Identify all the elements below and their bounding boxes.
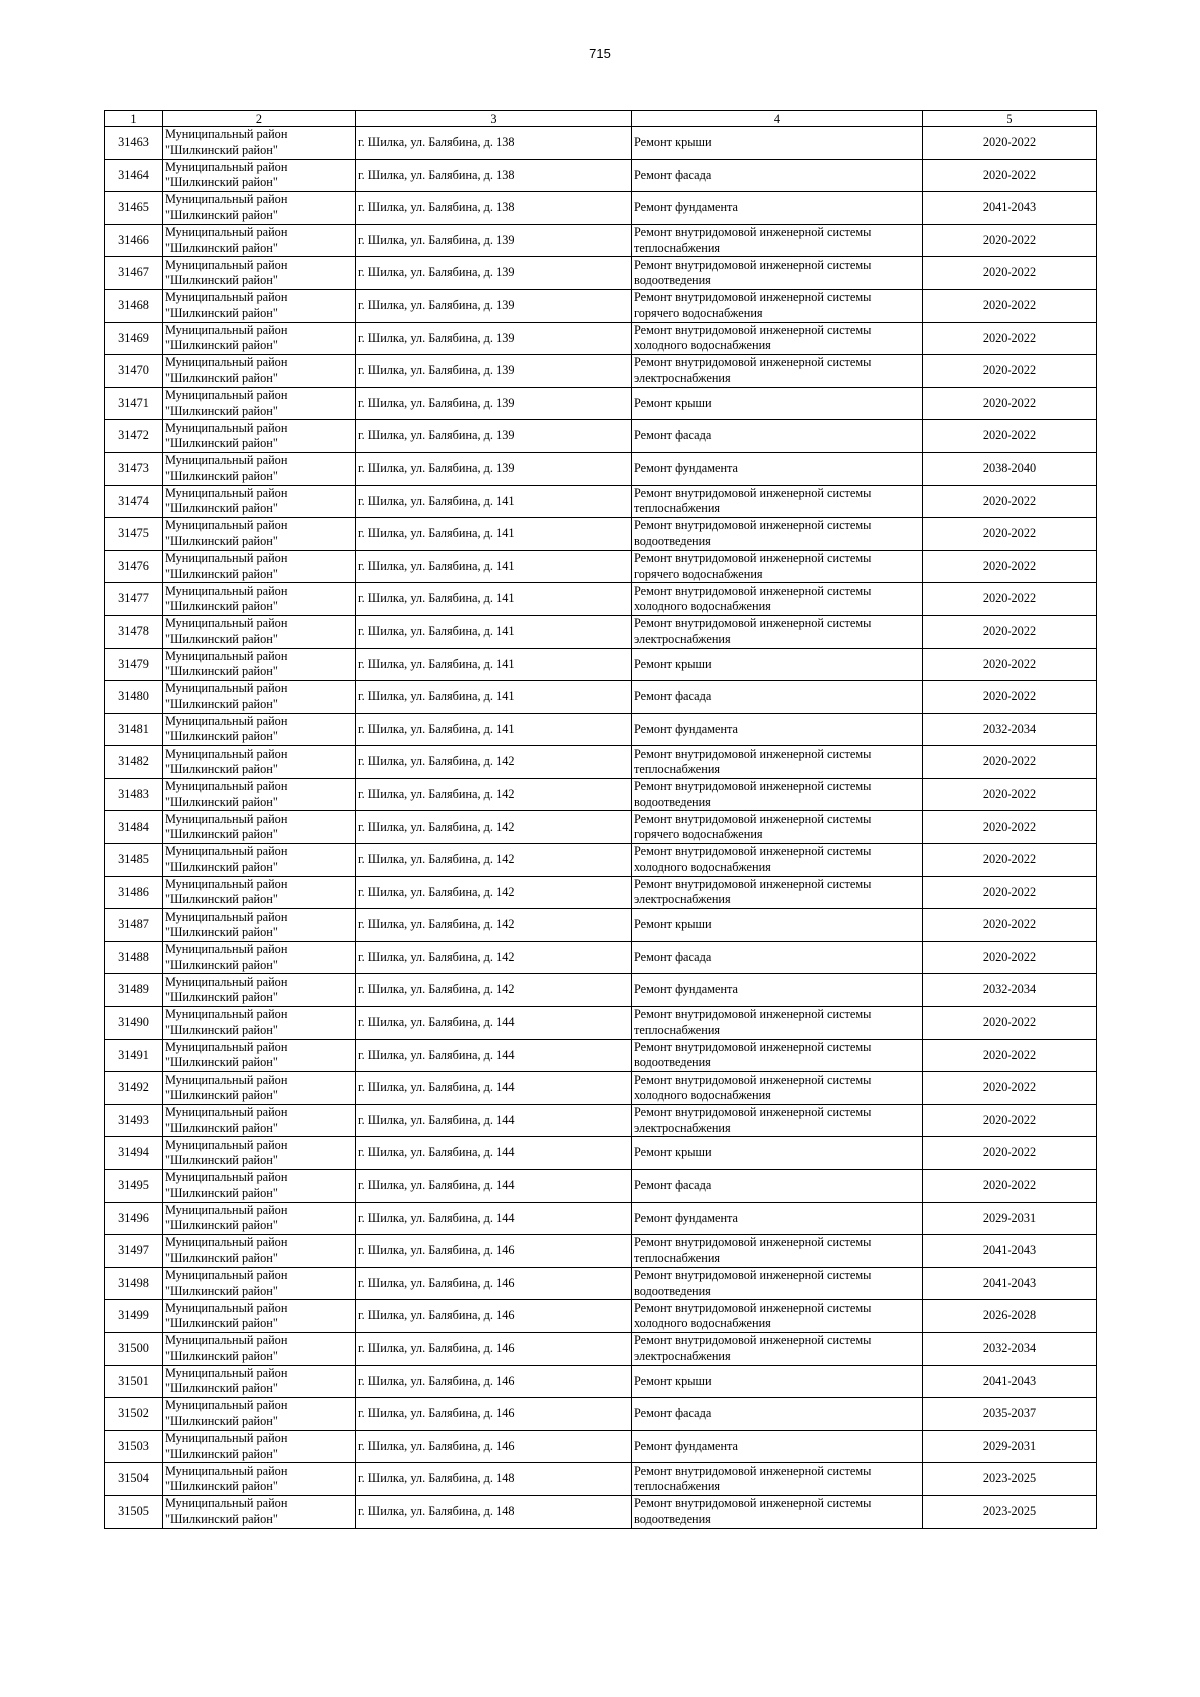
- municipality-cell: Муниципальный район "Шилкинский район": [163, 224, 356, 257]
- municipality-cell: Муниципальный район "Шилкинский район": [163, 1202, 356, 1235]
- municipality-cell: Муниципальный район "Шилкинский район": [163, 452, 356, 485]
- work-type-cell: Ремонт фасада: [632, 420, 923, 453]
- table-row: [105, 355, 1097, 388]
- address-cell: г. Шилка, ул. Балябина, д. 142: [356, 909, 632, 942]
- table-row: [105, 420, 1097, 453]
- period-cell: 2020-2022: [923, 420, 1097, 453]
- address-cell: г. Шилка, ул. Балябина, д. 139: [356, 224, 632, 257]
- municipality-cell: Муниципальный район "Шилкинский район": [163, 322, 356, 355]
- address-cell: г. Шилка, ул. Балябина, д. 146: [356, 1398, 632, 1431]
- address-cell: г. Шилка, ул. Балябина, д. 139: [356, 355, 632, 388]
- period-cell: 2020-2022: [923, 387, 1097, 420]
- table-row: [105, 681, 1097, 714]
- period-cell: 2020-2022: [923, 681, 1097, 714]
- table-row: [105, 1104, 1097, 1137]
- work-type-cell: Ремонт внутридомовой инженерной системы теплоснабжения: [632, 1007, 923, 1040]
- period-cell: 2038-2040: [923, 452, 1097, 485]
- period-cell: 2041-2043: [923, 192, 1097, 225]
- period-cell: 2020-2022: [923, 811, 1097, 844]
- row-number-cell: 31465: [105, 192, 163, 225]
- row-number-cell: 31503: [105, 1430, 163, 1463]
- municipality-cell: Муниципальный район "Шилкинский район": [163, 909, 356, 942]
- address-cell: г. Шилка, ул. Балябина, д. 141: [356, 583, 632, 616]
- period-cell: 2020-2022: [923, 909, 1097, 942]
- period-cell: 2035-2037: [923, 1398, 1097, 1431]
- municipality-cell: Муниципальный район "Шилкинский район": [163, 420, 356, 453]
- address-cell: г. Шилка, ул. Балябина, д. 138: [356, 159, 632, 192]
- work-type-cell: Ремонт внутридомовой инженерной системы холодного водоснабжения: [632, 1300, 923, 1333]
- table-row: [105, 1495, 1097, 1528]
- address-cell: г. Шилка, ул. Балябина, д. 142: [356, 876, 632, 909]
- address-cell: г. Шилка, ул. Балябина, д. 144: [356, 1072, 632, 1105]
- row-number-cell: 31499: [105, 1300, 163, 1333]
- municipality-cell: Муниципальный район "Шилкинский район": [163, 518, 356, 551]
- work-type-cell: Ремонт фундамента: [632, 713, 923, 746]
- work-type-cell: Ремонт фундамента: [632, 1202, 923, 1235]
- municipality-cell: Муниципальный район "Шилкинский район": [163, 159, 356, 192]
- municipality-cell: Муниципальный район "Шилкинский район": [163, 485, 356, 518]
- work-type-cell: Ремонт внутридомовой инженерной системы водоотведения: [632, 1495, 923, 1528]
- period-cell: 2020-2022: [923, 876, 1097, 909]
- period-cell: 2029-2031: [923, 1430, 1097, 1463]
- table-row: [105, 1430, 1097, 1463]
- work-type-cell: Ремонт внутридомовой инженерной системы электроснабжения: [632, 1332, 923, 1365]
- period-cell: 2020-2022: [923, 289, 1097, 322]
- row-number-cell: 31466: [105, 224, 163, 257]
- work-type-cell: Ремонт фундамента: [632, 974, 923, 1007]
- row-number-cell: 31486: [105, 876, 163, 909]
- table-row: [105, 224, 1097, 257]
- row-number-cell: 31474: [105, 485, 163, 518]
- address-cell: г. Шилка, ул. Балябина, д. 141: [356, 518, 632, 551]
- municipality-cell: Муниципальный район "Шилкинский район": [163, 746, 356, 779]
- table-row: [105, 941, 1097, 974]
- municipality-cell: Муниципальный район "Шилкинский район": [163, 778, 356, 811]
- work-type-cell: Ремонт фасада: [632, 159, 923, 192]
- municipality-cell: Муниципальный район "Шилкинский район": [163, 127, 356, 160]
- work-type-cell: Ремонт внутридомовой инженерной системы водоотведения: [632, 518, 923, 551]
- column-header-1: 1: [105, 111, 163, 127]
- period-cell: 2020-2022: [923, 615, 1097, 648]
- period-cell: 2041-2043: [923, 1235, 1097, 1268]
- table-row: [105, 1202, 1097, 1235]
- row-number-cell: 31478: [105, 615, 163, 648]
- municipality-cell: Муниципальный район "Шилкинский район": [163, 1039, 356, 1072]
- row-number-cell: 31494: [105, 1137, 163, 1170]
- row-number-cell: 31488: [105, 941, 163, 974]
- address-cell: г. Шилка, ул. Балябина, д. 139: [356, 257, 632, 290]
- row-number-cell: 31468: [105, 289, 163, 322]
- row-number-cell: 31477: [105, 583, 163, 616]
- work-type-cell: Ремонт внутридомовой инженерной системы холодного водоснабжения: [632, 322, 923, 355]
- row-number-cell: 31479: [105, 648, 163, 681]
- work-type-cell: Ремонт внутридомовой инженерной системы теплоснабжения: [632, 1235, 923, 1268]
- address-cell: г. Шилка, ул. Балябина, д. 138: [356, 127, 632, 160]
- work-type-cell: Ремонт фасада: [632, 1170, 923, 1203]
- row-number-cell: 31482: [105, 746, 163, 779]
- row-number-cell: 31484: [105, 811, 163, 844]
- table-row: [105, 615, 1097, 648]
- municipality-cell: Муниципальный район "Шилкинский район": [163, 289, 356, 322]
- work-type-cell: Ремонт внутридомовой инженерной системы водоотведения: [632, 1039, 923, 1072]
- period-cell: 2020-2022: [923, 550, 1097, 583]
- work-type-cell: Ремонт внутридомовой инженерной системы теплоснабжения: [632, 485, 923, 518]
- address-cell: г. Шилка, ул. Балябина, д. 148: [356, 1463, 632, 1496]
- work-type-cell: Ремонт крыши: [632, 648, 923, 681]
- table-row: [105, 713, 1097, 746]
- period-cell: 2032-2034: [923, 974, 1097, 1007]
- address-cell: г. Шилка, ул. Балябина, д. 146: [356, 1365, 632, 1398]
- work-type-cell: Ремонт крыши: [632, 387, 923, 420]
- table-row: [105, 1137, 1097, 1170]
- address-cell: г. Шилка, ул. Балябина, д. 142: [356, 844, 632, 877]
- table-row: [105, 518, 1097, 551]
- address-cell: г. Шилка, ул. Балябина, д. 142: [356, 778, 632, 811]
- work-type-cell: Ремонт внутридомовой инженерной системы холодного водоснабжения: [632, 583, 923, 616]
- period-cell: 2020-2022: [923, 355, 1097, 388]
- table-row: [105, 1300, 1097, 1333]
- work-type-cell: Ремонт фасада: [632, 1398, 923, 1431]
- period-cell: 2020-2022: [923, 257, 1097, 290]
- table-row: [105, 550, 1097, 583]
- work-type-cell: Ремонт внутридомовой инженерной системы электроснабжения: [632, 876, 923, 909]
- address-cell: г. Шилка, ул. Балябина, д. 144: [356, 1007, 632, 1040]
- period-cell: 2032-2034: [923, 1332, 1097, 1365]
- work-type-cell: Ремонт крыши: [632, 1365, 923, 1398]
- column-header-4: 4: [632, 111, 923, 127]
- row-number-cell: 31496: [105, 1202, 163, 1235]
- work-type-cell: Ремонт внутридомовой инженерной системы водоотведения: [632, 778, 923, 811]
- row-number-cell: 31463: [105, 127, 163, 160]
- row-number-cell: 31505: [105, 1495, 163, 1528]
- row-number-cell: 31500: [105, 1332, 163, 1365]
- table-row: [105, 746, 1097, 779]
- row-number-cell: 31498: [105, 1267, 163, 1300]
- period-cell: 2026-2028: [923, 1300, 1097, 1333]
- table-row: [105, 909, 1097, 942]
- row-number-cell: 31489: [105, 974, 163, 1007]
- table-row: [105, 778, 1097, 811]
- table-row: [105, 1007, 1097, 1040]
- column-header-3: 3: [356, 111, 632, 127]
- period-cell: 2020-2022: [923, 1137, 1097, 1170]
- work-type-cell: Ремонт крыши: [632, 1137, 923, 1170]
- table-row: [105, 1463, 1097, 1496]
- row-number-cell: 31464: [105, 159, 163, 192]
- address-cell: г. Шилка, ул. Балябина, д. 139: [356, 452, 632, 485]
- municipality-cell: Муниципальный район "Шилкинский район": [163, 1332, 356, 1365]
- address-cell: г. Шилка, ул. Балябина, д. 141: [356, 550, 632, 583]
- work-type-cell: Ремонт фундамента: [632, 192, 923, 225]
- row-number-cell: 31473: [105, 452, 163, 485]
- table-row: [105, 257, 1097, 290]
- table-row: [105, 1072, 1097, 1105]
- column-header-5: 5: [923, 111, 1097, 127]
- period-cell: 2041-2043: [923, 1365, 1097, 1398]
- row-number-cell: 31502: [105, 1398, 163, 1431]
- work-type-cell: Ремонт внутридомовой инженерной системы электроснабжения: [632, 615, 923, 648]
- row-number-cell: 31481: [105, 713, 163, 746]
- address-cell: г. Шилка, ул. Балябина, д. 142: [356, 746, 632, 779]
- municipality-cell: Муниципальный район "Шилкинский район": [163, 192, 356, 225]
- table-row: [105, 1398, 1097, 1431]
- table-row: [105, 322, 1097, 355]
- table-row: [105, 387, 1097, 420]
- row-number-cell: 31480: [105, 681, 163, 714]
- row-number-cell: 31471: [105, 387, 163, 420]
- period-cell: 2020-2022: [923, 778, 1097, 811]
- municipality-cell: Муниципальный район "Шилкинский район": [163, 713, 356, 746]
- row-number-cell: 31472: [105, 420, 163, 453]
- address-cell: г. Шилка, ул. Балябина, д. 139: [356, 322, 632, 355]
- address-cell: г. Шилка, ул. Балябина, д. 141: [356, 713, 632, 746]
- work-type-cell: Ремонт внутридомовой инженерной системы водоотведения: [632, 257, 923, 290]
- row-number-cell: 31470: [105, 355, 163, 388]
- address-cell: г. Шилка, ул. Балябина, д. 139: [356, 387, 632, 420]
- address-cell: г. Шилка, ул. Балябина, д. 142: [356, 974, 632, 1007]
- municipality-cell: Муниципальный район "Шилкинский район": [163, 974, 356, 1007]
- work-type-cell: Ремонт фасада: [632, 681, 923, 714]
- row-number-cell: 31490: [105, 1007, 163, 1040]
- work-type-cell: Ремонт крыши: [632, 909, 923, 942]
- address-cell: г. Шилка, ул. Балябина, д. 141: [356, 648, 632, 681]
- address-cell: г. Шилка, ул. Балябина, д. 146: [356, 1267, 632, 1300]
- address-cell: г. Шилка, ул. Балябина, д. 144: [356, 1039, 632, 1072]
- row-number-cell: 31504: [105, 1463, 163, 1496]
- address-cell: г. Шилка, ул. Балябина, д. 142: [356, 811, 632, 844]
- table-row: [105, 1365, 1097, 1398]
- municipality-cell: Муниципальный район "Шилкинский район": [163, 1267, 356, 1300]
- table-row: [105, 974, 1097, 1007]
- address-cell: г. Шилка, ул. Балябина, д. 144: [356, 1170, 632, 1203]
- row-number-cell: 31501: [105, 1365, 163, 1398]
- period-cell: 2041-2043: [923, 1267, 1097, 1300]
- table-row: [105, 127, 1097, 160]
- period-cell: 2020-2022: [923, 1039, 1097, 1072]
- municipality-cell: Муниципальный район "Шилкинский район": [163, 387, 356, 420]
- table-row: [105, 192, 1097, 225]
- work-type-cell: Ремонт фундамента: [632, 1430, 923, 1463]
- work-type-cell: Ремонт внутридомовой инженерной системы водоотведения: [632, 1267, 923, 1300]
- row-number-cell: 31467: [105, 257, 163, 290]
- table-row: [105, 1039, 1097, 1072]
- address-cell: г. Шилка, ул. Балябина, д. 139: [356, 289, 632, 322]
- municipality-cell: Муниципальный район "Шилкинский район": [163, 583, 356, 616]
- work-type-cell: Ремонт фасада: [632, 941, 923, 974]
- municipality-cell: Муниципальный район "Шилкинский район": [163, 1463, 356, 1496]
- municipality-cell: Муниципальный район "Шилкинский район": [163, 1170, 356, 1203]
- municipality-cell: Муниципальный район "Шилкинский район": [163, 550, 356, 583]
- work-type-cell: Ремонт крыши: [632, 127, 923, 160]
- municipality-cell: Муниципальный район "Шилкинский район": [163, 1137, 356, 1170]
- municipality-cell: Муниципальный район "Шилкинский район": [163, 1430, 356, 1463]
- work-type-cell: Ремонт внутридомовой инженерной системы горячего водоснабжения: [632, 550, 923, 583]
- work-type-cell: Ремонт фундамента: [632, 452, 923, 485]
- row-number-cell: 31476: [105, 550, 163, 583]
- table-row: [105, 289, 1097, 322]
- period-cell: 2020-2022: [923, 1007, 1097, 1040]
- period-cell: 2020-2022: [923, 224, 1097, 257]
- period-cell: 2020-2022: [923, 1104, 1097, 1137]
- column-header-2: 2: [163, 111, 356, 127]
- table-row: [105, 485, 1097, 518]
- period-cell: 2020-2022: [923, 1072, 1097, 1105]
- municipality-cell: Муниципальный район "Шилкинский район": [163, 1235, 356, 1268]
- period-cell: 2020-2022: [923, 322, 1097, 355]
- period-cell: 2020-2022: [923, 844, 1097, 877]
- table-row: [105, 1235, 1097, 1268]
- table-row: [105, 1332, 1097, 1365]
- table-row: [105, 1267, 1097, 1300]
- address-cell: г. Шилка, ул. Балябина, д. 139: [356, 420, 632, 453]
- municipality-cell: Муниципальный район "Шилкинский район": [163, 876, 356, 909]
- table-row: [105, 811, 1097, 844]
- address-cell: г. Шилка, ул. Балябина, д. 146: [356, 1300, 632, 1333]
- address-cell: г. Шилка, ул. Балябина, д. 141: [356, 615, 632, 648]
- municipality-cell: Муниципальный район "Шилкинский район": [163, 681, 356, 714]
- address-cell: г. Шилка, ул. Балябина, д. 144: [356, 1137, 632, 1170]
- table-body: [105, 127, 1097, 1529]
- period-cell: 2020-2022: [923, 1170, 1097, 1203]
- address-cell: г. Шилка, ул. Балябина, д. 146: [356, 1332, 632, 1365]
- period-cell: 2020-2022: [923, 159, 1097, 192]
- municipality-cell: Муниципальный район "Шилкинский район": [163, 1072, 356, 1105]
- period-cell: 2020-2022: [923, 518, 1097, 551]
- address-cell: г. Шилка, ул. Балябина, д. 144: [356, 1202, 632, 1235]
- work-type-cell: Ремонт внутридомовой инженерной системы теплоснабжения: [632, 224, 923, 257]
- row-number-cell: 31493: [105, 1104, 163, 1137]
- period-cell: 2029-2031: [923, 1202, 1097, 1235]
- municipality-cell: Муниципальный район "Шилкинский район": [163, 257, 356, 290]
- work-type-cell: Ремонт внутридомовой инженерной системы горячего водоснабжения: [632, 811, 923, 844]
- address-cell: г. Шилка, ул. Балябина, д. 146: [356, 1430, 632, 1463]
- municipality-cell: Муниципальный район "Шилкинский район": [163, 941, 356, 974]
- table-row: [105, 159, 1097, 192]
- work-type-cell: Ремонт внутридомовой инженерной системы теплоснабжения: [632, 1463, 923, 1496]
- municipality-cell: Муниципальный район "Шилкинский район": [163, 1365, 356, 1398]
- table-row: [105, 876, 1097, 909]
- municipality-cell: Муниципальный район "Шилкинский район": [163, 615, 356, 648]
- table-header: [105, 111, 1097, 127]
- municipality-cell: Муниципальный район "Шилкинский район": [163, 648, 356, 681]
- repair-schedule-table: [104, 110, 1097, 1529]
- municipality-cell: Муниципальный район "Шилкинский район": [163, 1104, 356, 1137]
- municipality-cell: Муниципальный район "Шилкинский район": [163, 1007, 356, 1040]
- address-cell: г. Шилка, ул. Балябина, д. 141: [356, 681, 632, 714]
- work-type-cell: Ремонт внутридомовой инженерной системы горячего водоснабжения: [632, 289, 923, 322]
- municipality-cell: Муниципальный район "Шилкинский район": [163, 1300, 356, 1333]
- row-number-cell: 31485: [105, 844, 163, 877]
- municipality-cell: Муниципальный район "Шилкинский район": [163, 355, 356, 388]
- work-type-cell: Ремонт внутридомовой инженерной системы электроснабжения: [632, 355, 923, 388]
- address-cell: г. Шилка, ул. Балябина, д. 144: [356, 1104, 632, 1137]
- address-cell: г. Шилка, ул. Балябина, д. 148: [356, 1495, 632, 1528]
- period-cell: 2023-2025: [923, 1495, 1097, 1528]
- address-cell: г. Шилка, ул. Балябина, д. 142: [356, 941, 632, 974]
- table-row: [105, 648, 1097, 681]
- row-number-cell: 31475: [105, 518, 163, 551]
- municipality-cell: Муниципальный район "Шилкинский район": [163, 811, 356, 844]
- period-cell: 2020-2022: [923, 127, 1097, 160]
- table-row: [105, 844, 1097, 877]
- address-cell: г. Шилка, ул. Балябина, д. 141: [356, 485, 632, 518]
- period-cell: 2020-2022: [923, 941, 1097, 974]
- work-type-cell: Ремонт внутридомовой инженерной системы холодного водоснабжения: [632, 1072, 923, 1105]
- period-cell: 2020-2022: [923, 648, 1097, 681]
- work-type-cell: Ремонт внутридомовой инженерной системы теплоснабжения: [632, 746, 923, 779]
- row-number-cell: 31487: [105, 909, 163, 942]
- municipality-cell: Муниципальный район "Шилкинский район": [163, 844, 356, 877]
- row-number-cell: 31495: [105, 1170, 163, 1203]
- address-cell: г. Шилка, ул. Балябина, д. 138: [356, 192, 632, 225]
- work-type-cell: Ремонт внутридомовой инженерной системы электроснабжения: [632, 1104, 923, 1137]
- table-row: [105, 583, 1097, 616]
- table-row: [105, 1170, 1097, 1203]
- period-cell: 2020-2022: [923, 485, 1097, 518]
- municipality-cell: Муниципальный район "Шилкинский район": [163, 1398, 356, 1431]
- period-cell: 2020-2022: [923, 746, 1097, 779]
- period-cell: 2032-2034: [923, 713, 1097, 746]
- period-cell: 2023-2025: [923, 1463, 1097, 1496]
- header-row: [105, 111, 1097, 127]
- row-number-cell: 31492: [105, 1072, 163, 1105]
- work-type-cell: Ремонт внутридомовой инженерной системы холодного водоснабжения: [632, 844, 923, 877]
- address-cell: г. Шилка, ул. Балябина, д. 146: [356, 1235, 632, 1268]
- row-number-cell: 31483: [105, 778, 163, 811]
- row-number-cell: 31469: [105, 322, 163, 355]
- row-number-cell: 31497: [105, 1235, 163, 1268]
- period-cell: 2020-2022: [923, 583, 1097, 616]
- municipality-cell: Муниципальный район "Шилкинский район": [163, 1495, 356, 1528]
- page-number: 715: [589, 46, 611, 61]
- row-number-cell: 31491: [105, 1039, 163, 1072]
- table-row: [105, 452, 1097, 485]
